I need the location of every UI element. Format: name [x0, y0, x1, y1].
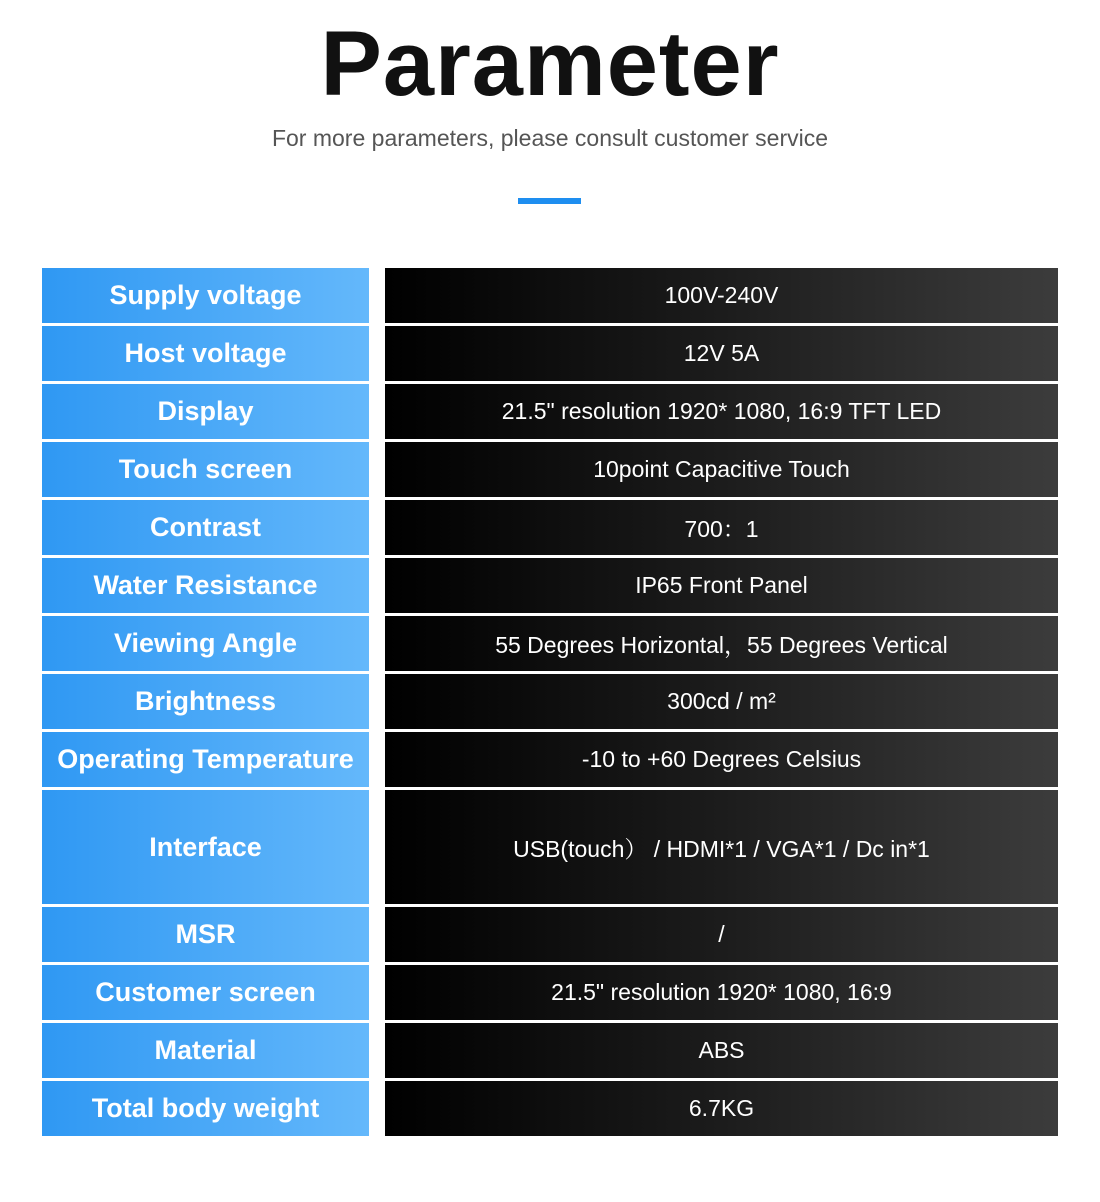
page-subtitle: For more parameters, please consult customer service: [271, 125, 829, 151]
row-label: Water Resistance: [42, 558, 369, 613]
row-value: 10point Capacitive Touch: [385, 442, 1058, 497]
accent-divider: [518, 198, 581, 204]
row-label: Brightness: [42, 674, 369, 729]
table-row: [42, 965, 1058, 1020]
table-row: [42, 442, 1058, 497]
table-row: [42, 326, 1058, 381]
table-row: [42, 674, 1058, 729]
row-value: ABS: [385, 1023, 1058, 1078]
row-label: Touch screen: [42, 442, 369, 497]
row-value: 12V 5A: [385, 326, 1058, 381]
row-value: 21.5" resolution 1920* 1080, 16:9 TFT LED: [385, 384, 1058, 439]
row-label: Total body weight: [42, 1081, 369, 1136]
row-value: 6.7KG: [385, 1081, 1058, 1136]
table-row: [42, 268, 1058, 323]
row-label: Supply voltage: [42, 268, 369, 323]
row-value: 300cd / m²: [385, 674, 1058, 729]
table-row: [42, 616, 1058, 671]
row-label: MSR: [42, 907, 369, 962]
page-title: Parameter: [320, 13, 780, 115]
table-row: [42, 558, 1058, 613]
table-row: [42, 1081, 1058, 1136]
row-value: USB(touch） / HDMI*1 / VGA*1 / Dc in*1: [385, 790, 1058, 904]
row-label: Display: [42, 384, 369, 439]
row-label: Operating Temperature: [42, 732, 369, 787]
table-row: [42, 790, 1058, 904]
row-label: Customer screen: [42, 965, 369, 1020]
row-label: Viewing Angle: [42, 616, 369, 671]
row-label: Interface: [42, 790, 369, 904]
table-row: [42, 500, 1058, 555]
row-value: 700：1: [385, 500, 1058, 555]
row-value: /: [385, 907, 1058, 962]
table-row: [42, 732, 1058, 787]
row-value: 55 Degrees Horizontal，55 Degrees Vertical: [385, 616, 1058, 671]
row-label: Material: [42, 1023, 369, 1078]
row-value: -10 to +60 Degrees Celsius: [385, 732, 1058, 787]
table-row: [42, 384, 1058, 439]
row-label: Contrast: [42, 500, 369, 555]
row-value: 100V-240V: [385, 268, 1058, 323]
table-row: [42, 907, 1058, 962]
table-row: [42, 1023, 1058, 1078]
row-label: Host voltage: [42, 326, 369, 381]
row-value: 21.5" resolution 1920* 1080, 16:9: [385, 965, 1058, 1020]
parameter-table: [42, 268, 1058, 1139]
row-value: IP65 Front Panel: [385, 558, 1058, 613]
